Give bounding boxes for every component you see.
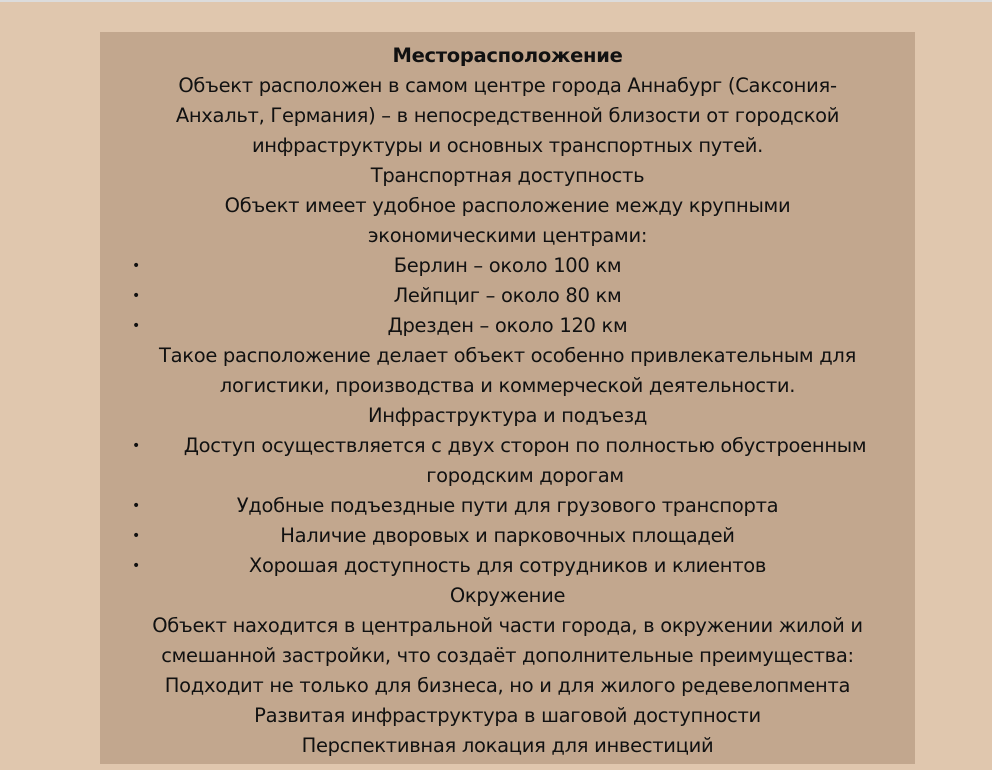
surroundings-point: Подходит не только для бизнеса, но и для жилого редевелопмента (164, 674, 851, 697)
infrastructure-point: Наличие дворовых и парковочных площадей (280, 524, 735, 547)
surroundings-point: Перспективная локация для инвестиций (301, 734, 714, 757)
location-text-line: Анхальт, Германия) – в непосредственной близости от городской (175, 104, 840, 127)
bullet-icon: • (132, 558, 140, 574)
city-distance-list (100, 251, 915, 341)
list-item (100, 551, 915, 581)
city-distance: Берлин – около 100 км (393, 254, 622, 277)
list-item (100, 521, 915, 551)
city-distance: Дрезден – около 120 км (387, 314, 628, 337)
bullet-icon: • (132, 528, 140, 544)
section-heading-transport: Транспортная доступность (370, 164, 645, 187)
surroundings-point: Развитая инфраструктура в шаговой доступности (254, 704, 761, 727)
section-heading-surroundings: Окружение (449, 584, 566, 607)
description-panel (100, 32, 915, 764)
list-item (100, 281, 915, 311)
list-item (100, 311, 915, 341)
bullet-icon: • (132, 438, 140, 454)
transport-intro-line: экономическими центрами: (367, 224, 648, 247)
list-item (100, 251, 915, 281)
bullet-icon: • (132, 258, 140, 274)
transport-outro-line: Такое расположение делает объект особенно привлекательным для (158, 344, 857, 367)
section-title-location: Месторасположение (392, 44, 623, 67)
bullet-icon: • (132, 498, 140, 514)
transport-intro-line: Объект имеет удобное расположение между крупными (224, 194, 791, 217)
infrastructure-point: Доступ осуществляется с двух сторон по полностью обустроенным городским дорогам (183, 434, 867, 487)
surroundings-intro-line: смешанной застройки, что создаёт дополнительные преимущества: (161, 644, 854, 667)
infrastructure-point: Хорошая доступность для сотрудников и клиентов (248, 554, 767, 577)
surroundings-intro-line: Объект находится в центральной части города, в окружении жилой и (152, 614, 863, 637)
location-text-line: инфраструктуры и основных транспортных путей. (251, 134, 764, 157)
transport-outro-line: логистики, производства и коммерческой деятельности. (219, 374, 796, 397)
city-distance: Лейпциг – около 80 км (393, 284, 622, 307)
bullet-icon: • (132, 288, 140, 304)
list-item (100, 431, 915, 491)
infrastructure-list (100, 431, 915, 581)
location-text-line: Объект расположен в самом центре города Аннабург (Саксония- (178, 74, 837, 97)
section-heading-infrastructure: Инфраструктура и подъезд (368, 404, 647, 427)
list-item (100, 491, 915, 521)
infrastructure-point: Удобные подъездные пути для грузового транспорта (236, 494, 779, 517)
bullet-icon: • (132, 318, 140, 334)
